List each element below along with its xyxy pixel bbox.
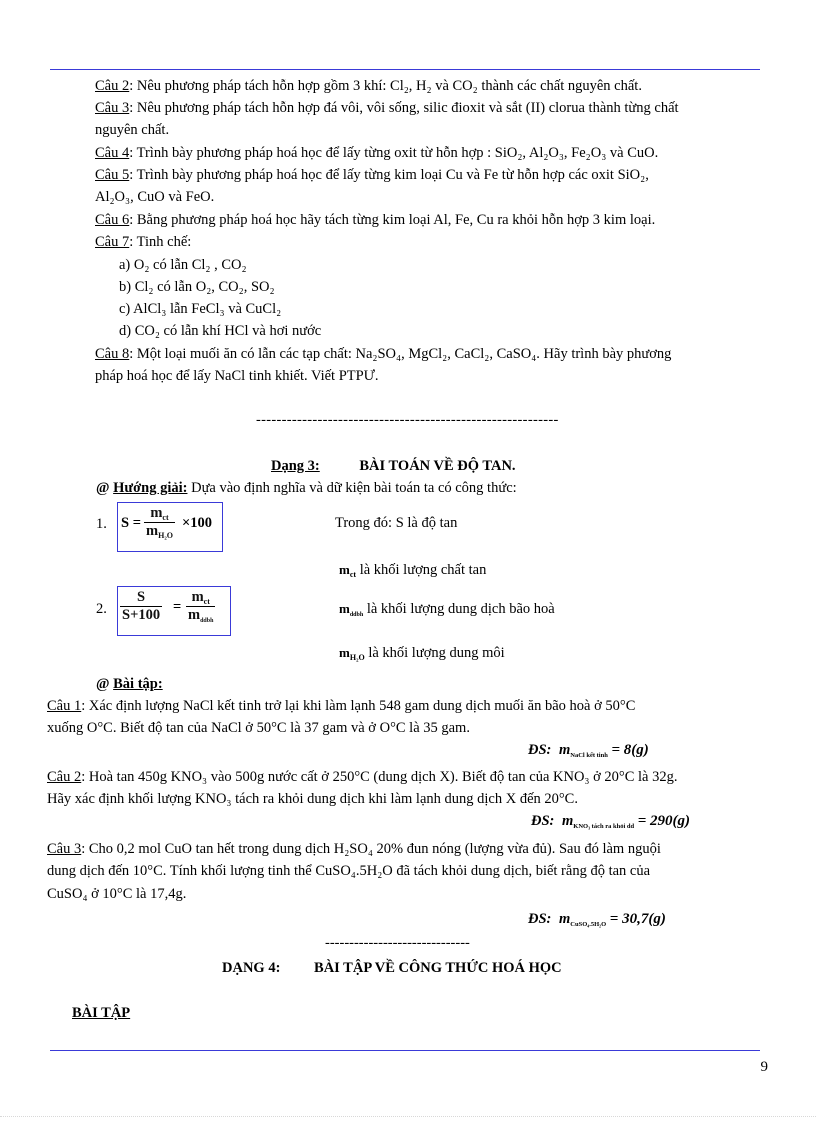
definition-ct bbox=[339, 561, 486, 584]
exercise-label: Bài tập: bbox=[113, 676, 163, 692]
exercise-2-cont: Hãy xác định khối lượng KNO₃ tách ra khỏi dung dịch khi làm lạnh dung dịch X đến 20°C. bbox=[47, 791, 578, 807]
question-label: Câu 3 bbox=[95, 100, 130, 116]
question-text: : Một loại muối ăn có lẫn các tạp chất: Na₂SO₄, MgCl₂, CaCl₂, CaSO₄. Hãy trình bày phương bbox=[129, 346, 672, 362]
answer-symbol-sub: CuSO₄.5H₂O bbox=[570, 921, 607, 928]
question-label: Câu 7 bbox=[95, 234, 130, 250]
answer-symbol: m bbox=[559, 742, 571, 758]
formula-2-fraction-left bbox=[120, 589, 162, 624]
exercise-1-cont: xuống O°C. Biết độ tan của NaCl ở 50°C là 37 gam và ở O°C là 35 gam. bbox=[47, 720, 470, 736]
definition-where: Trong đó: S là độ tan bbox=[335, 515, 458, 531]
exercise-text: : Hoà tan 450g KNO₃ vào 500g nước cất ở 250°C (dung dịch X). Biết độ tan của KNO₃ ở 20°C là 32g. bbox=[81, 769, 678, 785]
question-text: : Tinh chế: bbox=[129, 234, 192, 250]
question-3-cont: nguyên chất. bbox=[95, 122, 170, 138]
section-title: BÀI TOÁN VỀ ĐỘ TAN. bbox=[359, 458, 516, 474]
at-sign: @ bbox=[96, 480, 114, 496]
exercise-3-cont: dung dịch đến 10°C. Tính khối lượng tinh thể CuSO₄.5H₂O đã tách khỏi dung dịch, biết rằng độ tan của bbox=[47, 863, 651, 879]
question-5-cont: Al₂O₃, CuO và FeO. bbox=[95, 189, 215, 205]
def-text: là khối lượng chất tan bbox=[356, 562, 487, 578]
def-symbol: m bbox=[339, 562, 350, 577]
question-4 bbox=[95, 144, 658, 162]
definition-ddbh bbox=[339, 600, 555, 624]
guide-line bbox=[96, 479, 517, 497]
section-heading-dang-3 bbox=[271, 457, 516, 475]
question-label: Câu 5 bbox=[95, 167, 130, 183]
question-7-item-a: a) O₂ có lẫn Cl₂ , CO₂ bbox=[119, 257, 247, 273]
question-label: Câu 6 bbox=[95, 212, 130, 228]
answer-prefix: ĐS: bbox=[531, 813, 555, 829]
page-boundary bbox=[0, 1116, 816, 1117]
formula-2-fraction-right bbox=[186, 589, 215, 624]
fraction-top: m bbox=[191, 589, 204, 605]
separator: ------------------------------ bbox=[325, 935, 470, 951]
question-3 bbox=[95, 99, 679, 117]
question-2 bbox=[95, 77, 642, 95]
formula-1-box bbox=[117, 502, 223, 552]
def-symbol: m bbox=[339, 601, 350, 616]
question-label: Câu 2 bbox=[95, 78, 130, 94]
page-number: 9 bbox=[760, 1059, 768, 1075]
formula-2-box bbox=[117, 586, 231, 636]
question-label: Câu 4 bbox=[95, 145, 130, 161]
def-text: là khối lượng dung môi bbox=[364, 645, 505, 661]
def-symbol-sub: ct bbox=[349, 570, 357, 579]
question-text: : Trình bày phương pháp hoá học để lấy từng oxit từ hỗn hợp : SiO₂, Al₂O₃, Fe₂O₃ và CuO. bbox=[129, 145, 659, 161]
answer-symbol-sub: KNO₃ tách ra khỏi dd bbox=[573, 823, 635, 830]
formula-1-number: 1. bbox=[96, 516, 107, 532]
exercise-label: Câu 2 bbox=[47, 769, 82, 785]
question-text: : Trình bày phương pháp hoá học để lấy từng kim loại Cu và Fe từ hỗn hợp các oxit SiO₂, bbox=[129, 167, 649, 183]
fraction-top: S bbox=[120, 589, 162, 607]
formula-2-number: 2. bbox=[96, 601, 107, 617]
fraction-bottom-sub: ddbh bbox=[200, 618, 214, 624]
fraction-bottom: m bbox=[146, 523, 159, 539]
header-rule bbox=[50, 69, 760, 70]
def-text: là khối lượng dung dịch bão hoà bbox=[363, 601, 555, 617]
exercise-3-cont2: CuSO₄ ở 10°C là 17,4g. bbox=[47, 886, 187, 902]
exercise-text: : Cho 0,2 mol CuO tan hết trong dung dịch H₂SO₄ 20% đun nóng (lượng vừa đủ). Sau đó làm nguội bbox=[81, 841, 661, 857]
answer-symbol: m bbox=[562, 813, 574, 829]
question-text: : Nêu phương pháp tách hỗn hợp gồm 3 khí: Cl₂, H₂ và CO₂ thành các chất nguyên chất. bbox=[129, 78, 642, 94]
question-7-item-b: b) Cl₂ có lẫn O₂, CO₂, SO₂ bbox=[119, 279, 275, 295]
exercise-label: Câu 1 bbox=[47, 698, 82, 714]
formula-1-rhs: ×100 bbox=[182, 515, 213, 531]
question-7 bbox=[95, 233, 191, 251]
definition-h2o bbox=[339, 644, 505, 667]
answer-1 bbox=[528, 741, 649, 765]
exercise-1 bbox=[47, 697, 635, 715]
question-5 bbox=[95, 166, 649, 184]
section-label: Dạng 3: bbox=[271, 458, 320, 474]
guide-label: Hướng giải: bbox=[113, 480, 188, 496]
fraction-bottom: S+100 bbox=[122, 607, 161, 623]
exercise-2 bbox=[47, 768, 677, 786]
question-label: Câu 8 bbox=[95, 346, 130, 362]
separator: ----------------------------------------------------------- bbox=[256, 412, 559, 428]
question-text: : Bằng phương pháp hoá học hãy tách từng kim loại Al, Fe, Cu ra khỏi hỗn hợp 3 kim loại. bbox=[129, 212, 656, 228]
answer-prefix: ĐS: bbox=[528, 911, 552, 927]
question-6 bbox=[95, 211, 655, 229]
section-title: BÀI TẬP VỀ CÔNG THỨC HOÁ HỌC bbox=[314, 960, 562, 976]
exercise-3 bbox=[47, 840, 661, 858]
answer-value: = 8(g) bbox=[611, 742, 649, 758]
at-sign: @ bbox=[96, 676, 114, 692]
footer-rule bbox=[50, 1050, 760, 1051]
answer-symbol-sub: NaCl kết tinh bbox=[570, 752, 608, 759]
question-8-cont: pháp hoá học để lấy NaCl tinh khiết. Viết PTPƯ. bbox=[95, 368, 379, 384]
section-label: DẠNG 4: bbox=[222, 960, 281, 976]
guide-text: Dựa vào định nghĩa và dữ kiện bài toán ta có công thức: bbox=[187, 480, 517, 496]
formula-2-equals: = bbox=[173, 599, 182, 615]
formula-1-lhs: S = bbox=[121, 515, 141, 531]
question-8 bbox=[95, 345, 671, 363]
question-7-item-c: c) AlCl₃ lẫn FeCl₃ và CuCl₂ bbox=[119, 301, 282, 317]
fraction-top: m bbox=[150, 505, 163, 521]
fraction-bottom-sub: H₂O bbox=[158, 531, 173, 540]
question-7-item-d: d) CO₂ có lẫn khí HCl và hơi nước bbox=[119, 323, 322, 339]
def-symbol-sub: H₂O bbox=[349, 653, 365, 662]
section-heading-dang-4 bbox=[222, 959, 562, 977]
def-symbol: m bbox=[339, 645, 350, 660]
def-symbol-sub: ddbh bbox=[349, 612, 364, 618]
exercise-text: : Xác định lượng NaCl kết tinh trở lại khi làm lạnh 548 gam dung dịch muối ăn bão hoà ở 50°C bbox=[81, 698, 636, 714]
answer-symbol: m bbox=[559, 911, 571, 927]
answer-2 bbox=[531, 812, 690, 836]
formula-1-fraction bbox=[144, 505, 175, 540]
answer-value: = 30,7(g) bbox=[609, 911, 666, 927]
fraction-top-sub: ct bbox=[162, 513, 169, 522]
exercise-heading bbox=[96, 675, 163, 693]
question-text: : Nêu phương pháp tách hỗn hợp đá vôi, vôi sống, silic đioxit và sắt (II) clorua thành từng chất bbox=[129, 100, 679, 116]
fraction-top-sub: ct bbox=[203, 597, 210, 606]
answer-3 bbox=[528, 910, 666, 934]
baitap-heading: BÀI TẬP bbox=[72, 1005, 131, 1021]
exercise-label: Câu 3 bbox=[47, 841, 82, 857]
fraction-bottom: m bbox=[188, 607, 201, 623]
answer-prefix: ĐS: bbox=[528, 742, 552, 758]
answer-value: = 290(g) bbox=[637, 813, 691, 829]
